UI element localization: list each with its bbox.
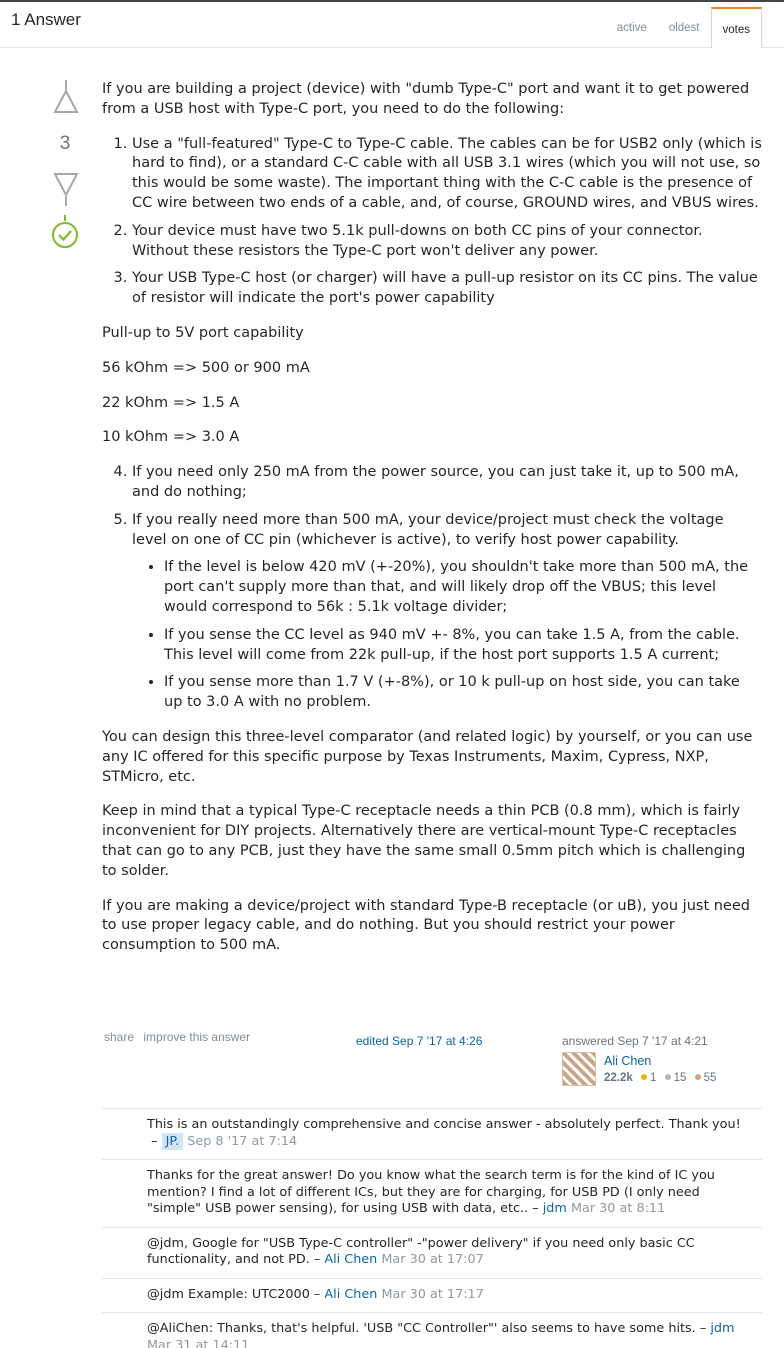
comment-date[interactable]: Mar 30 at 17:07	[381, 1252, 484, 1267]
list-item: 1. Use a "full-featured" Type-C to Type-C cable. The cables can be for USB2 only (which is hard to find), or a standard C-C cable with all USB 3.1 wires (which you will not use, so this would be some waste). The important thing with the C-C cable is the presence of CC wire between two ends of a cable, and, of course, GROUND wires, and VBUS wires.	[132, 135, 762, 214]
comment-date[interactable]: Sep 8 '17 at 7:14	[187, 1133, 298, 1149]
bronze-count: 55	[703, 1072, 717, 1084]
tab-votes[interactable]: votes	[711, 7, 763, 49]
comment-user-link[interactable]: Ali Chen	[324, 1252, 378, 1267]
comments-list	[102, 1108, 762, 1348]
comment	[102, 1312, 762, 1348]
comment-text: @AliChen: Thanks, that's helpful. 'USB "CC Controller"' also seems to have some hits.	[147, 1321, 696, 1336]
answers-header	[0, 0, 784, 48]
accepted-check-icon	[51, 215, 79, 253]
share-link[interactable]: share	[104, 1030, 135, 1044]
pcb-paragraph: Keep in mind that a typical Type-C receptacle needs a thin PCB (0.8 mm), which is fairly inconvenient for DIY projects. Alternatively there are vertical-mount Type-C receptacles that can go to any PCB, just they have the same small 0.5mm pitch which is challenging to solder.	[102, 803, 746, 879]
bullet-list	[164, 558, 762, 713]
comment-date[interactable]: Mar 31 at 14:11	[147, 1337, 250, 1348]
comment-text: @jdm, Google for "USB Type-C controller" -"power delivery" if you need only basic CC functionality, and not PD.	[147, 1235, 695, 1267]
list-item: 4. If you need only 250 mA from the power source, you can just take it, up to 500 mA, and do nothing;	[132, 463, 762, 503]
typeb-paragraph: If you are making a device/project with standard Type-B receptacle (or uB), you just need to use proper legacy cable, and do nothing. But you should restrict your power consumption to 500 mA.	[102, 897, 750, 954]
avatar[interactable]	[562, 1052, 596, 1086]
comment-user-link[interactable]: Ali Chen	[324, 1286, 378, 1302]
pullup-line: 56 kOhm => 500 or 900 mA	[102, 359, 310, 376]
comment-text: This is an outstandingly comprehensive and concise answer - absolutely perfect. Thank you!	[147, 1117, 741, 1132]
tab-oldest[interactable]: oldest	[668, 22, 700, 34]
comment	[102, 1227, 762, 1278]
comment-text: Thanks for the great answer! Do you know what the search term is for the kind of IC you mention? I find a lot of different ICs, but they are for charging, for USB PD (I only need "simple" USB power sensing), for using USB with data, etc..	[147, 1168, 715, 1216]
list-item	[132, 511, 762, 713]
steps-list-b	[132, 463, 762, 713]
edited-link[interactable]: edited Sep 7 '17 at 4:26	[356, 1034, 483, 1048]
gold-badge-icon	[641, 1074, 647, 1080]
pullup-heading: Pull-up to 5V port capability	[102, 324, 304, 341]
vote-count: 3	[59, 133, 71, 154]
intro-paragraph: If you are building a project (device) with "dumb Type-C" port and want it to get powered from a USB host with Type-C port, you need to do the following:	[102, 81, 750, 117]
comment	[102, 1108, 762, 1159]
user-name-link[interactable]: Ali Chen	[604, 1054, 652, 1068]
bronze-badge-icon	[695, 1074, 701, 1080]
answered-time: answered Sep 7 '17 at 4:21	[562, 1034, 708, 1048]
reputation	[604, 1072, 716, 1084]
pullup-line: 10 kOhm => 3.0 A	[102, 429, 240, 446]
reputation-score: 22.2k	[604, 1072, 633, 1084]
gold-count: 1	[649, 1072, 657, 1084]
silver-count: 15	[673, 1072, 687, 1084]
user-card	[562, 1034, 762, 1084]
bullet-item: • If the level is below 420 mV (+-20%), you shouldn't take more than 500 mA, the port can't supply more than that, and will likely drop off the VBUS; this level would correspond to 56k : 5.1k voltage divider;	[164, 558, 762, 617]
comment	[102, 1278, 762, 1313]
comment-user-link[interactable]: jdm	[710, 1321, 735, 1336]
bullet-item: • If you sense more than 1.7 V (+-8%), or 10 k pull-up on host side, you can take up to 3.0 A with no problem.	[164, 673, 762, 713]
answers-count: 1 Answer	[11, 10, 81, 29]
improve-link[interactable]: improve this answer	[143, 1030, 251, 1044]
comment-date[interactable]: Mar 30 at 8:11	[570, 1201, 666, 1216]
list-item-text: If you really need more than 500 mA, your device/project must check the voltage level on one of CC pin (whichever is active), to verify host power capability.	[132, 511, 724, 548]
steps-list-a	[132, 135, 762, 309]
post-menu	[104, 1030, 256, 1044]
list-item: 2. Your device must have two 5.1k pull-downs on both CC pins of your connector. Without these resistors the Type-C port won't deliver any power.	[132, 222, 762, 262]
post-footer	[102, 1030, 762, 1090]
tab-active[interactable]: active	[616, 22, 647, 34]
vote-up-icon[interactable]	[53, 80, 79, 118]
list-item: 3. Your USB Type-C host (or charger) will have a pull-up resistor on its CC pins. The value of resistor will indicate the port's power capability	[132, 269, 762, 309]
vote-down-icon[interactable]	[53, 172, 79, 210]
comment-separator: –	[699, 1321, 707, 1336]
comment-separator: –	[313, 1252, 321, 1267]
silver-badge-icon	[665, 1074, 671, 1080]
bullet-item: • If you sense the CC level as 940 mV +- 8%, you can take 1.5 A, from the cable. This level will come from 22k pull-up, if the host port supports 1.5 A current;	[164, 626, 762, 666]
comment-separator: –	[532, 1201, 539, 1216]
comment-user-link[interactable]: jdm	[542, 1201, 567, 1216]
design-paragraph: You can design this three-level comparator (and related logic) by yourself, or you can use any IC offered for this specific purpose by Texas Instruments, Maxim, Cypress, NXP, STMicro, etc.	[102, 728, 753, 785]
comment-date[interactable]: Mar 30 at 17:17	[381, 1286, 484, 1302]
answer-body	[102, 80, 762, 971]
pullup-line: 22 kOhm => 1.5 A	[102, 394, 240, 411]
comment-user-link[interactable]: JP.	[162, 1133, 184, 1150]
comment-separator: –	[313, 1286, 321, 1302]
comment-text: @jdm Example: UTC2000	[147, 1286, 310, 1302]
comment	[102, 1159, 762, 1227]
comment-separator: –	[151, 1133, 158, 1149]
sort-tabs	[606, 7, 762, 49]
